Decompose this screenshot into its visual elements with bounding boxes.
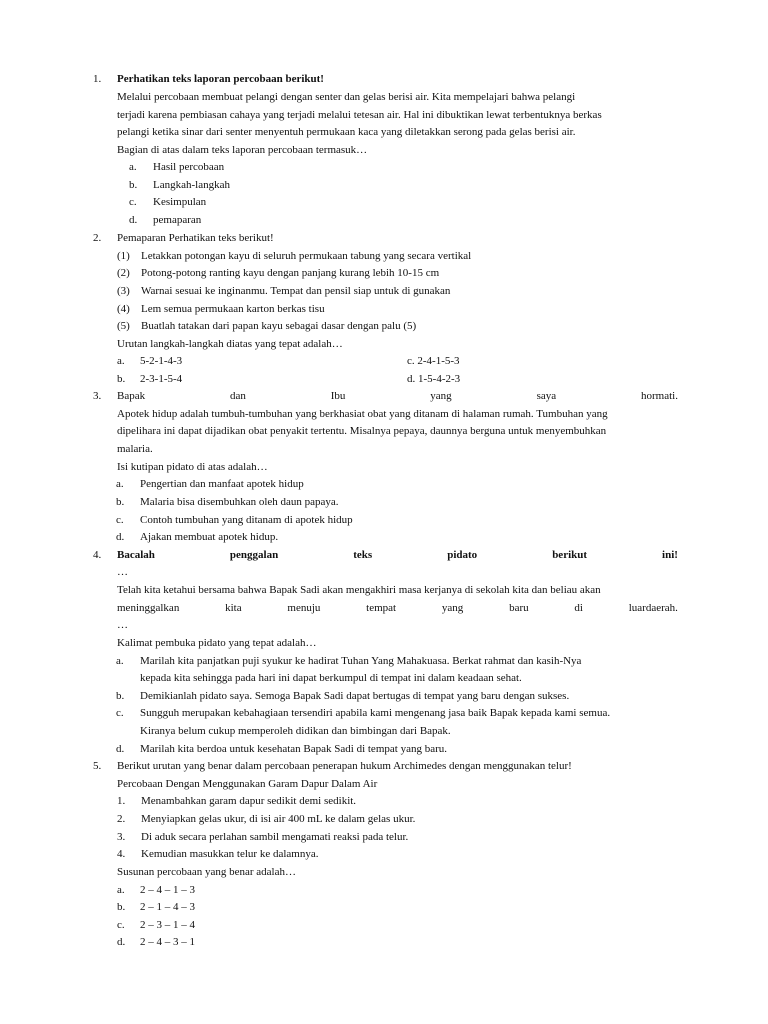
q2-step-number: (3) xyxy=(117,285,130,297)
q1-option-letter: c. xyxy=(129,196,137,208)
q2-step-text: Buatlah tatakan dari papan kayu sebagai dasar dengan palu (5) xyxy=(141,320,417,332)
q3-greeting-line xyxy=(117,389,678,403)
q4-title-line xyxy=(117,548,678,562)
q2-step-text: Potong-potong ranting kayu dengan panjang kurang lebih 10-15 cm xyxy=(141,267,440,279)
q3-option-letter: d. xyxy=(116,531,125,543)
q5-option-letter: c. xyxy=(117,919,125,931)
q1-paragraph-line: Melalui percobaan membuat pelangi dengan senter dan gelas berisi air. Kita mempelajari bahwa pelangi xyxy=(117,91,576,103)
q5-option-text: 2 – 4 – 1 – 3 xyxy=(140,884,195,896)
q3-option-letter: c. xyxy=(116,514,124,526)
q3-option-text: Ajakan membuat apotek hidup. xyxy=(140,531,279,543)
q5-option-letter: b. xyxy=(117,901,126,913)
q2-step-number: (1) xyxy=(117,250,130,262)
q4-option-text: Marilah kita panjatkan puji syukur ke hadirat Tuhan Yang Mahakuasa. Berkat rahmat dan kasih-Nya xyxy=(140,655,582,667)
q3-option-text: Contoh tumbuhan yang ditanam di apotek hidup xyxy=(140,514,353,526)
q1-title: Perhatikan teks laporan percobaan berikut! xyxy=(117,73,324,85)
q3-option-text: Malaria bisa disembuhkan oleh daun papaya. xyxy=(140,496,339,508)
q4-paragraph-word: di xyxy=(574,602,583,614)
q2-option-text: 2-3-1-5-4 xyxy=(140,373,183,385)
q4-option-letter: a. xyxy=(116,655,124,667)
q3-paragraph-line: dipelihara ini dapat dijadikan obat penyakit tertentu. Misalnya pepaya, daunnya berguna untuk menyembuhkan xyxy=(117,425,607,437)
q5-title: Percobaan Dengan Menggunakan Garam Dapur Dalam Air xyxy=(117,778,378,790)
q2-number: 2. xyxy=(93,232,102,244)
q5-step-text: Menyiapkan gelas ukur, di isi air 400 mL ke dalam gelas ukur. xyxy=(141,813,416,825)
q5-step-text: Kemudian masukkan telur ke dalamnya. xyxy=(141,848,319,860)
q1-option-letter: a. xyxy=(129,161,137,173)
q3-greeting-word: hormati. xyxy=(640,390,678,402)
q3-paragraph-line: malaria. xyxy=(117,443,153,455)
q5-option-letter: d. xyxy=(117,936,126,948)
q2-option-letter: a. xyxy=(117,355,125,367)
q4-option-text: Marilah kita berdoa untuk kesehatan Bapak Sadi di tempat yang baru. xyxy=(140,743,447,755)
q2-title: Pemaparan Perhatikan teks berikut! xyxy=(117,232,274,244)
q4-paragraph-word: yang xyxy=(441,602,464,614)
q3-option-letter: a. xyxy=(116,478,124,490)
q1-option-text: Hasil percobaan xyxy=(153,161,225,173)
q4-option-text: Demikianlah pidato saya. Semoga Bapak Sadi dapat bertugas di tempat yang baru dengan sukses. xyxy=(140,690,570,702)
q4-title-word: teks xyxy=(353,549,373,561)
q4-ellipsis: … xyxy=(117,619,128,631)
q2-option-letter: b. xyxy=(117,373,126,385)
q3-greeting-word: yang xyxy=(430,390,452,402)
q2-step-text: Letakkan potongan kayu di seluruh permukaan tabung yang secara vertikal xyxy=(141,250,472,262)
q1-paragraph-line: terjadi karena pembiasan cahaya yang terjadi melalui tetesan air. Hal ini dibuktikan lewat terbentuknya berkas xyxy=(117,109,602,121)
q1-number: 1. xyxy=(93,73,102,85)
q5-step-text: Menambahkan garam dapur sedikit demi sedikit. xyxy=(141,795,357,807)
q3-option-text: Pengertian dan manfaat apotek hidup xyxy=(140,478,304,490)
q5-option-text: 2 – 3 – 1 – 4 xyxy=(140,919,195,931)
q4-option-letter: b. xyxy=(116,690,125,702)
q1-option-text: pemaparan xyxy=(153,214,202,226)
q4-title-word: penggalan xyxy=(229,549,279,561)
q5-step-number: 1. xyxy=(117,795,126,807)
q4-paragraph-word: menuju xyxy=(287,602,321,614)
q4-option-letter: c. xyxy=(116,707,124,719)
q4-option-letter: d. xyxy=(116,743,125,755)
q4-option-text: kepada kita sehingga pada hari ini dapat berkumpul di tempat ini dalam keadaan sehat. xyxy=(140,672,522,684)
q2-option-text: 5-2-1-4-3 xyxy=(140,355,183,367)
q2-step-number: (5) xyxy=(117,320,130,332)
q4-ellipsis: … xyxy=(117,566,128,578)
q3-question: Isi kutipan pidato di atas adalah… xyxy=(117,461,268,473)
q1-option-text: Langkah-langkah xyxy=(153,179,230,191)
q4-option-text: Kiranya belum cukup memperoleh didikan dan bimbingan dari Bapak. xyxy=(140,725,451,737)
q4-option-text: Sungguh merupakan kebahagiaan tersendiri apabila kami mengenang jasa baik Bapak kepada kami semua. xyxy=(140,707,611,719)
q1-paragraph-line: pelangi ketika sinar dari senter menyentuh permukaan kaca yang diletakkan serong pada gelas berisi air. xyxy=(117,126,576,138)
q5-step-number: 4. xyxy=(117,848,126,860)
q5-option-text: 2 – 1 – 4 – 3 xyxy=(140,901,195,913)
q2-step-text: Warnai sesuai ke inginanmu. Tempat dan pensil siap untuk di gunakan xyxy=(141,285,451,297)
q4-title-word: Bacalah xyxy=(117,549,155,561)
q3-greeting-word: saya xyxy=(536,390,557,402)
q5-step-number: 2. xyxy=(117,813,126,825)
q3-greeting-word: Ibu xyxy=(330,390,346,402)
q1-option-text: Kesimpulan xyxy=(153,196,207,208)
q4-paragraph-line xyxy=(117,601,678,615)
q4-paragraph-word: kita xyxy=(225,602,242,614)
q4-paragraph-word: meninggalkan xyxy=(117,602,180,614)
q2-step-number: (4) xyxy=(117,303,130,315)
q5-option-letter: a. xyxy=(117,884,125,896)
q3-greeting-word: Bapak xyxy=(117,390,146,402)
q5-intro: Berikut urutan yang benar dalam percobaan penerapan hukum Archimedes dengan menggunakan telur! xyxy=(117,760,572,772)
q5-step-number: 3. xyxy=(117,831,126,843)
q4-paragraph-word: luardaerah. xyxy=(628,602,678,614)
q4-title-word: berikut xyxy=(552,549,588,561)
q5-step-text: Di aduk secara perlahan sambil mengamati reaksi pada telur. xyxy=(141,831,409,843)
q5-question: Susunan percobaan yang benar adalah… xyxy=(117,866,296,878)
q1-option-letter: b. xyxy=(129,179,138,191)
q1-question: Bagian di atas dalam teks laporan percobaan termasuk… xyxy=(117,144,368,156)
q2-step-number: (2) xyxy=(117,267,130,279)
q4-title-word: ini! xyxy=(662,549,678,561)
q3-number: 3. xyxy=(93,390,102,402)
q4-paragraph-word: tempat xyxy=(366,602,397,614)
q5-number: 5. xyxy=(93,760,102,772)
q4-number: 4. xyxy=(93,549,102,561)
q1-option-letter: d. xyxy=(129,214,138,226)
q2-step-text: Lem semua permukaan karton berkas tisu xyxy=(141,303,325,315)
q2-option-d: d. 1-5-4-2-3 xyxy=(407,373,461,385)
q4-title-word: pidato xyxy=(447,549,478,561)
q3-greeting-word: dan xyxy=(229,390,246,402)
q4-question: Kalimat pembuka pidato yang tepat adalah… xyxy=(117,637,317,649)
q2-question: Urutan langkah-langkah diatas yang tepat adalah… xyxy=(117,338,343,350)
q3-option-letter: b. xyxy=(116,496,125,508)
q5-option-text: 2 – 4 – 3 – 1 xyxy=(140,936,195,948)
q4-paragraph-word: baru xyxy=(509,602,529,614)
q4-paragraph-line: Telah kita ketahui bersama bahwa Bapak Sadi akan mengakhiri masa kerjanya di sekolah kita dan beliau akan xyxy=(117,584,601,596)
q2-option-c: c. 2-4-1-5-3 xyxy=(407,355,460,367)
q3-paragraph-line: Apotek hidup adalah tumbuh-tumbuhan yang berkhasiat obat yang ditanam di halaman rumah. Tumbuhan yang xyxy=(117,408,608,420)
